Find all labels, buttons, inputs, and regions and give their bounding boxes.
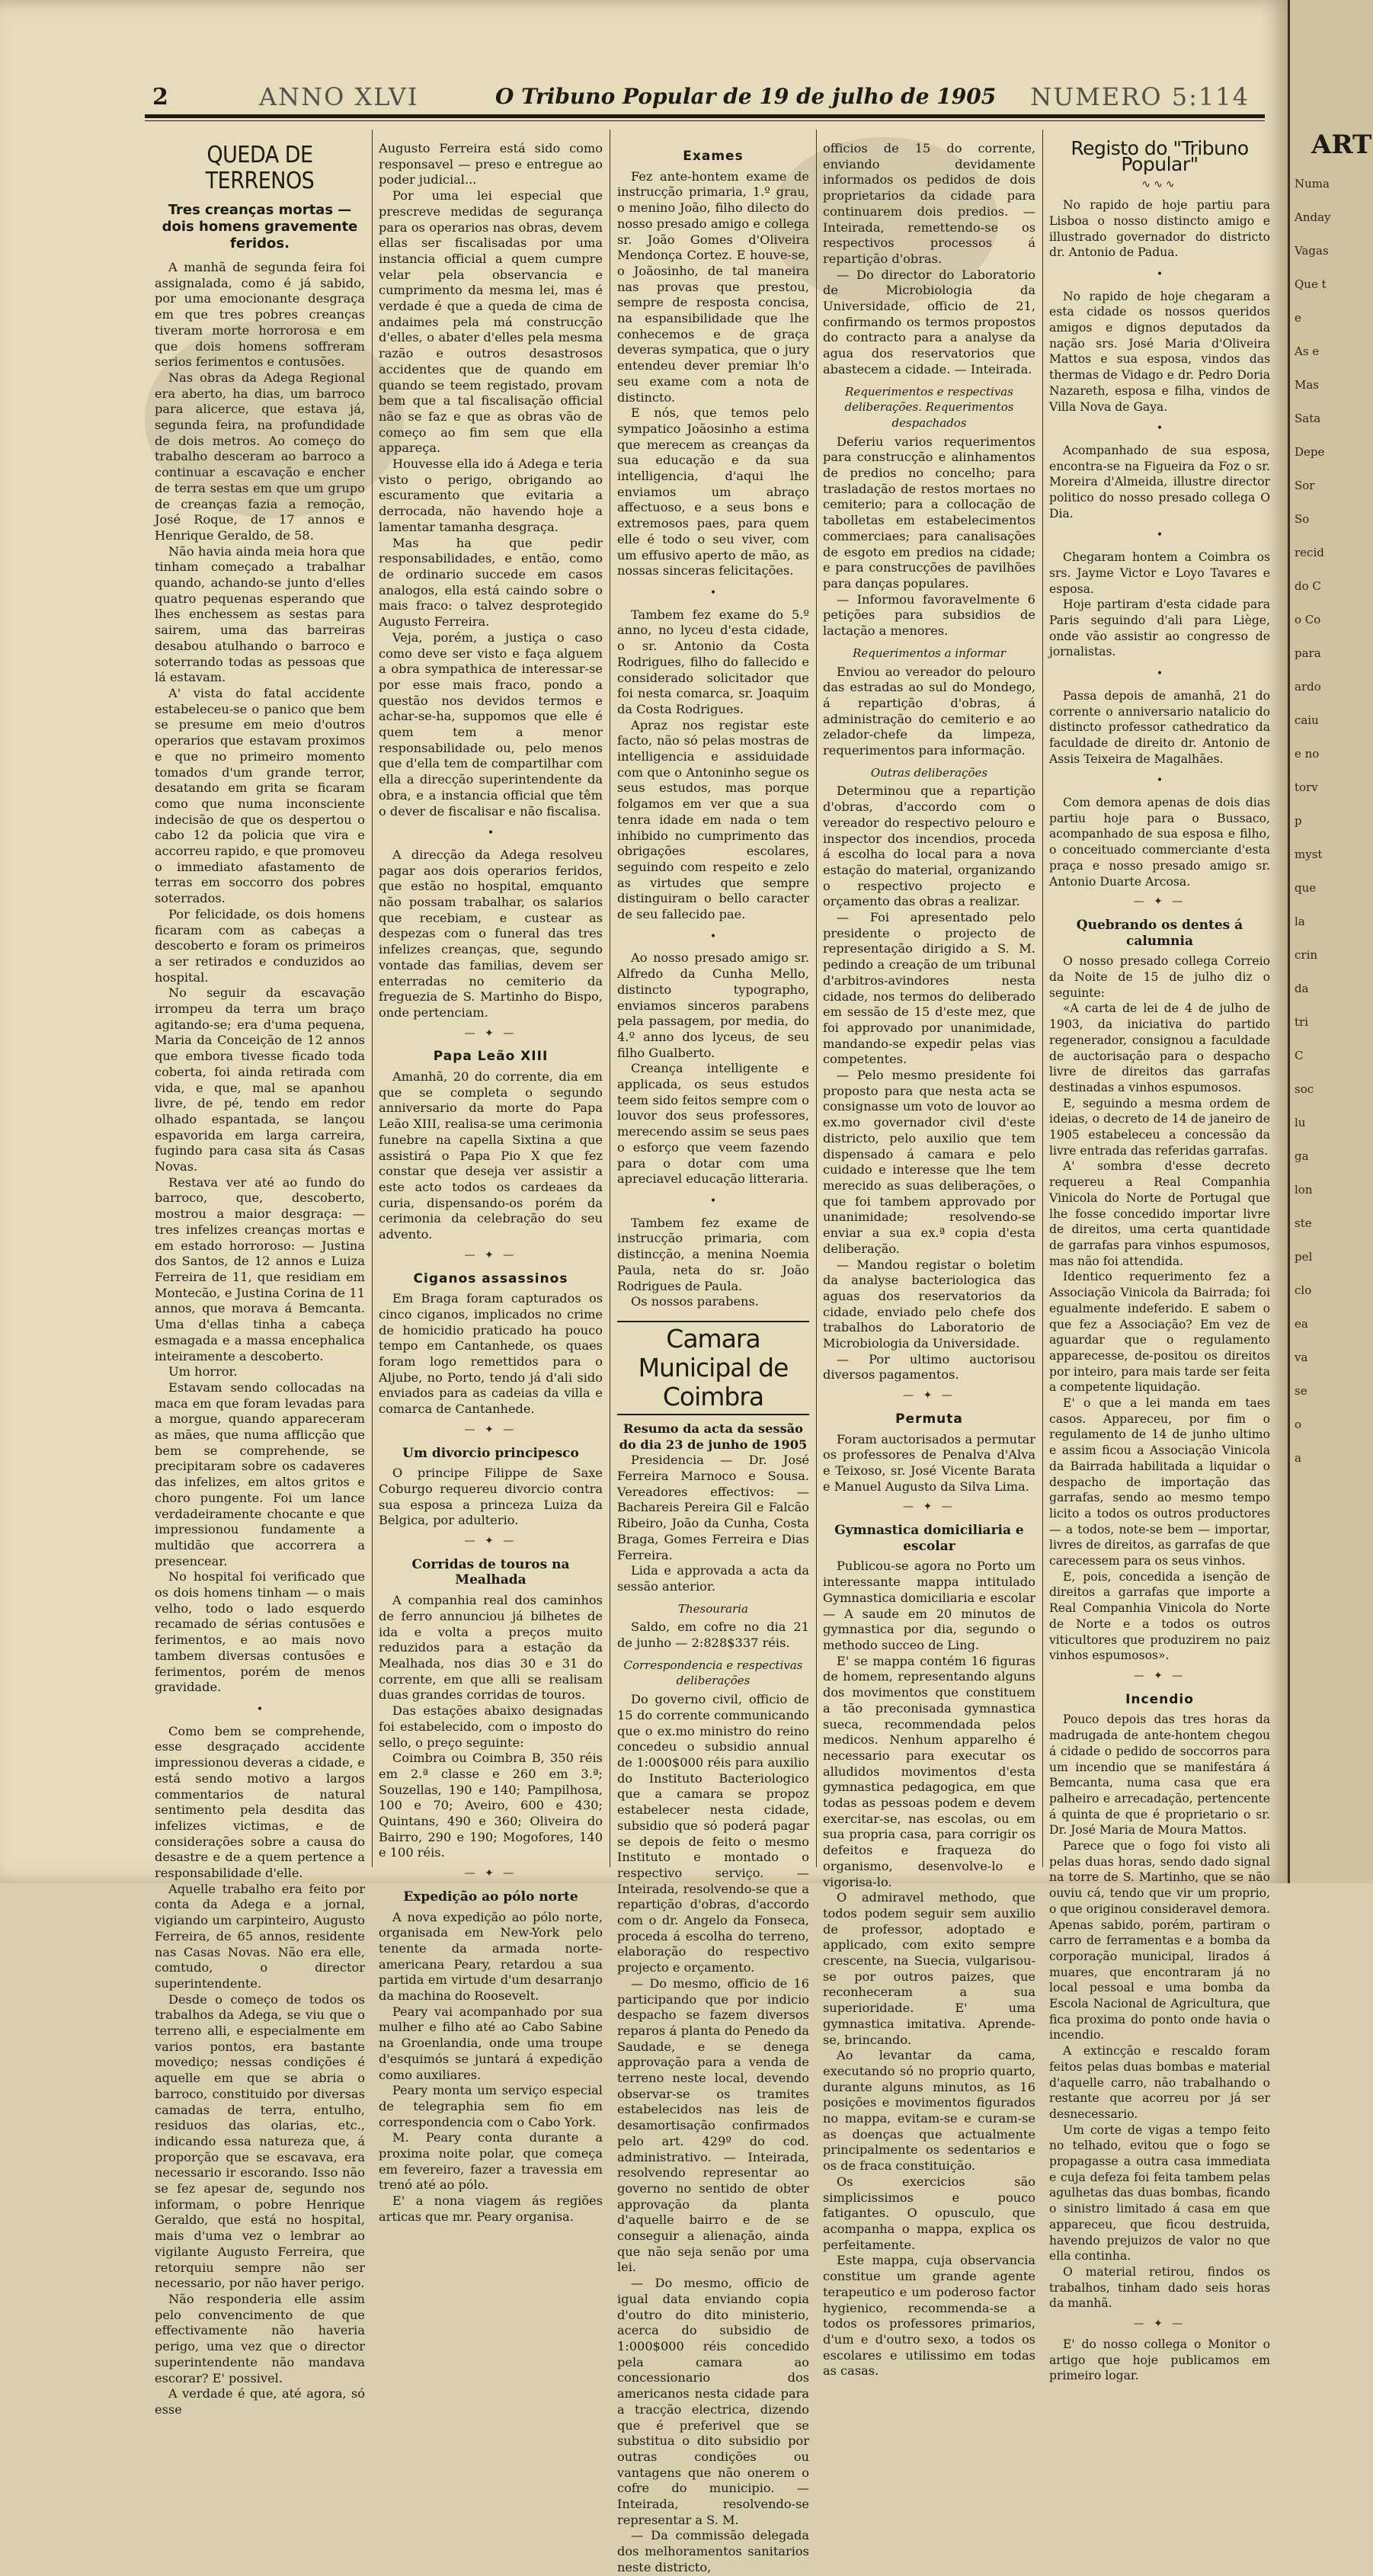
- divider-dot: •: [1156, 668, 1163, 681]
- paragraph: Chegaram hontem a Coimbra os srs. Jayme Victor e Loyo Tavares e esposa.: [1049, 550, 1270, 596]
- divider-dot: •: [709, 1195, 717, 1207]
- column-4: [823, 141, 1035, 2379]
- adjacent-page-fragment: ga: [1295, 1149, 1309, 1163]
- ornament-divider: ∿∿∿: [1141, 178, 1178, 191]
- adjacent-page-fragment: myst: [1295, 847, 1323, 861]
- paragraph: E' a nona viagem ás regiões articas que mr. Peary organisa.: [379, 2193, 603, 2224]
- paragraph: Saldo, em cofre no dia 21 de junho — 2:828$337 réis.: [617, 1620, 809, 1651]
- adjacent-page-fragment: soc: [1295, 1082, 1314, 1096]
- divider-dot: •: [487, 827, 494, 840]
- paragraph: O admiravel methodo, que todos podem seguir sem auxilio de professor, adoptado e applicado, com exito sempre crescente, na Suecia, vulgarisou-se por outros paizes, que reconheceram a sua superioridade. E' uma gymnastica imitativa. Aprende-se, brincando.: [823, 1890, 1035, 2047]
- column-rule: [816, 130, 817, 1867]
- numero-label: NUMERO 5:114: [1030, 82, 1250, 111]
- divider-dot: •: [709, 586, 717, 599]
- adjacent-page-fragment: tri: [1295, 1015, 1308, 1029]
- paragraph: Um horror.: [168, 1364, 238, 1379]
- paragraph: Amanhã, 20 do corrente, dia em que se completa o segundo anniversario da morte do Papa Leão XIII, realisa-se uma cerimonia funebre na capella Sixtina a que assistirá o Papa Pio X que fez constar que deseja ver assistir a este acto todos os cardeaes da curia, dispensando-os porém da cerimonia da celebração do seu advento.: [379, 1069, 603, 1242]
- paragraph: E, pois, concedida a isenção de direitos a garrafas que importe a Real Companhia Vinicola do Norte de Norte e a todos os outros viticultores que produzirem no paiz vinhos espumosos».: [1049, 1569, 1270, 1663]
- divider-dot: •: [1156, 268, 1163, 280]
- heading-gymnastica: Gymnastica domiciliaria e escolar: [834, 1523, 1024, 1554]
- paragraph: No seguir da escavação irrompeu da terra um braço agitando-se; era d'uma pequena, Maria da Conceição de 12 annos que embora tivesse ficado toda coberta, foi ainda retirada com vida, e que, mal se apanhou livre, de pé, tendo em redor olhado espantada, se lançou espavorida em larga carreira, fugindo para casa sita ás Casas Novas.: [155, 985, 365, 1174]
- divider-dot: •: [1156, 529, 1163, 542]
- paragraph: E' se mappa contém 16 figuras de homem, representando alguns dos movimentos que constituem a tão preconisada gymnastica sueca, recommendada pelos medicos. Nenhum apparelho é necessario para executar os alludidos movimentos d'esta gymnastica pedagogica, em que todas as pessoas podem e devem exercitar-se, nas escolas, ou em sua propria casa, para corrigir os defeitos e fraqueza do organismo, desenvolve-lo e vigorisa-lo.: [823, 1653, 1035, 1889]
- paragraph: Creança intelligente e applicada, os seus estudos teem sido feitos sempre com o louvor dos seus professores, merecendo assim se seus paes o esforço que veem fazendo para o dotar com uma apreciavel educação litteraria.: [617, 1061, 809, 1187]
- paragraph: Publicou-se agora no Porto um interessante mappa intitulado Gymnastica domiciliaria e escolar — A saude em 20 minutos de gymnastica por dia, segundo o methodo succeo de Ling.: [823, 1559, 1035, 1652]
- paragraph: Os exercicios são simplicissimos e pouco fatigantes. O opusculo, que acompanha o mappa, explica os perfeitamente.: [823, 2174, 1035, 2252]
- paragraph: Determinou que a repartição d'obras, d'accordo com o vereador do respectivo pelouro e inspector dos incendios, proceda á escolha do local para a nova estação do material, organizando o respectivo projecto e orçamento das obras a realizar.: [823, 783, 1035, 909]
- adjacent-page-fragment: la: [1295, 915, 1305, 928]
- ornament-divider: — ✦ —: [464, 1027, 517, 1040]
- subhead-queda: Tres creanças mortas — dois homens gravemente feridos.: [162, 202, 358, 252]
- paragraph: Pouco depois das tres horas da madrugada de ante-hontem chegou á cidade o pedido de soccorros para um incendio que se manifestára á Bemcanta, numa casa que era palheiro e arrecadação, pertencente á quinta de que é proprietario o sr. Dr. José Maria de Moura Mattos.: [1049, 1713, 1270, 1837]
- paragraph: Parece que o fogo foi visto ali pelas duas horas, sendo dado signal na torre de S. Martinho, que se não ouviu cá, tendo que vir um proprio, o que originou consideravel demora. Apenas sabido, porém, partiram o carro de ferramentas e a bomba da corporação municipal, lirados á muares, que encontraram já no local pessoal e uma bomba da Escola Nacional de Agricultura, que fica proxima do ponto onde havia o incendio.: [1049, 1839, 1270, 2043]
- adjacent-page-fragment: que: [1295, 881, 1317, 895]
- heading-camara: Camara Municipal de Coimbra: [617, 1321, 809, 1415]
- paragraph: A verdade é que, até agora, só esse: [155, 2386, 365, 2417]
- adjacent-page-text: [1290, 175, 1373, 1466]
- masthead-rule-thin: [145, 120, 1265, 121]
- paragraph: Augusto Ferreira está sido como responsavel — preso e entregue ao poder judicial...: [379, 141, 603, 187]
- paragraph: — Do mesmo, officio de igual data enviando copia d'outro do dito ministerio, acerca do subsidio de 1:000$000 réis concedido pela camara ao concessionario dos americanos nesta cidade para a tracção electrica, dizendo que é preferivel que se substitua o dito subsidio por outras condições ou vantagens que não onerem o cofre do municipio. — Inteirada, resolvendo-se representar a S. M.: [617, 2276, 809, 2527]
- adjacent-page-fragment: para: [1295, 646, 1321, 660]
- paragraph: — Do director do Laboratorio de Microbiologia da Universidade, officio de 21, confirmando os termos propostos do contracto para a analyse da agua dos reservatorios que abastecem a cidade. — Inteirada.: [823, 267, 1035, 376]
- paragraph: Hoje partiram d'esta cidade para Paris seguindo d'ali para Liège, onde vão assistir ao congresso de jornalistas.: [1049, 598, 1270, 659]
- paragraph: O material retirou, findos os trabalhos, tinham dado seis horas da manhã.: [1049, 2265, 1270, 2311]
- divider-dot: •: [256, 1703, 264, 1716]
- masthead-rule: [145, 114, 1265, 118]
- adjacent-page-edge: [1288, 0, 1373, 1883]
- adjacent-page-fragment: se: [1295, 1384, 1307, 1398]
- paragraph: Aquelle trabalho era feito por conta da Adega e a jornal, vigiando um carpinteiro, Augusto Ferreira, de 65 annos, residente nas Casas Novas. Não era elle, comtudo, o director superintendente.: [155, 1881, 365, 1991]
- column-5: [1049, 137, 1270, 2383]
- paragraph: — Do mesmo, officio de 16 participando que por indicio despacho se fazem diversos reparos á planta do Penedo da Saudade, e se denega approvação para a venda de terreno neste local, devendo observar-se os tramites estabelecidos nas leis de desamortisação confirmados pelo art. 429º do cod. administrativo. — Inteirada, resolvendo representar ao governo no sentido de obter approvação da planta d'aquelle bairro e de se conseguir a alienação, ainda que não seja senão por uma lei.: [617, 1975, 809, 2275]
- paragraph: A direcção da Adega resolveu pagar aos dois operarios feridos, que estão no hospital, emquanto não possam trabalhar, os salarios que recebiam, e custear as despezas com o funeral das tres infelizes creanças, que, segundo vontade das familias, devem ser enterradas no cemiterio da freguezia de S. Martinho do Bispo, onde pertenciam.: [379, 847, 603, 1020]
- paragraph: Presidencia — Dr. José Ferreira Marnoco e Sousa. Vereadores effectivos: — Bachareis Pereira Gil e Falcão Ribeiro, João da Cunha, Costa Braga, Gomes Ferreira e Dias Ferreira.: [617, 1453, 809, 1562]
- masthead: [145, 82, 1265, 113]
- paragraph: A' sombra d'esse decreto requereu a Real Companhia Vinicola do Norte de Portugal que lhe fosse concedido importar livre de direitos, uma certa quantidade de garrafas para vinhos espumosos, mas não foi attendida.: [1049, 1159, 1270, 1268]
- adjacent-page-fragment: C: [1295, 1049, 1304, 1062]
- paragraph: Das estações abaixo designadas foi estabelecido, com o imposto do sello, o preço seguinte:: [379, 1703, 603, 1750]
- adjacent-page-fragment: Numa: [1295, 177, 1330, 191]
- divider-dot: •: [1156, 422, 1163, 435]
- paragraph: Enviou ao vereador do pelouro das estradas ao sul do Mondego, á repartição d'obras, á administração do cemiterio e ao zelador-chefe da limpeza, requerimentos para informação.: [823, 664, 1035, 758]
- adjacent-page-fragment: So: [1295, 512, 1310, 526]
- paragraph: Ao nosso presado amigo sr. Alfredo da Cunha Mello, distincto typographo, enviamos sinceros parabens pela passagem, por media, do 4.º anno dos lyceus, de seu filho Gualberto.: [617, 950, 809, 1060]
- paragraph: Peary vai acompanhado por sua mulher e filho até ao Cabo Sabine na Groenlandia, onde uma troupe d'esquimós se juntará á expedição como auxiliares.: [379, 2004, 603, 2082]
- paragraph: — Mandou registar o boletim da analyse bacteriologica das aguas dos reservatorios da cidade, enviado pelo chefe dos trabalhos do Laboratorio de Microbiologia da Universidade.: [823, 1257, 1035, 1351]
- paragraph: No hospital foi verificado que os dois homens tinham — o mais velho, todo o lado esquerdo recamado de sérias contusões e ferimentos, e ao mais novo tambem diversas contusões e ferimentos, porém de menos gravidade.: [155, 1569, 365, 1695]
- paragraph: «A carta de lei de 4 de julho de 1903, da iniciativa do partido regenerador, consignou a faculdade de auctorisação para o despacho livre de direitos das garrafas destinadas a vinhos espumosos.: [1049, 1001, 1270, 1094]
- paragraph: — Informou favoravelmente 6 petições para subsidios de lactação a menores.: [823, 591, 1035, 639]
- paragraph: Os nossos parabens.: [631, 1294, 759, 1309]
- heading-informar: Requerimentos a informar: [853, 646, 1006, 660]
- heading-correspondencia: Correspondencia e respectivas deliberações: [623, 1658, 803, 1688]
- paragraph: Como bem se comprehende, esse desgraçado accidente impressionou deveras a cidade, e está sendo motivo a largos commentarios de natural sentimento pela desdita das infelizes victimas, e de considerações sobre a causa do desastre e de a quem pertence a responsabilidade d'elle.: [155, 1723, 365, 1881]
- adjacent-page-fragment: Sata: [1295, 412, 1321, 425]
- divider-dot: •: [1156, 774, 1163, 787]
- paragraph: A extincção e rescaldo foram feitos pelas duas bombas e material d'aquelle carro, não trabalhando o restante que acorreu por já ser desnecessario.: [1049, 2044, 1270, 2121]
- adjacent-page-fragment: e no: [1295, 747, 1320, 761]
- adjacent-page-fragment: caiu: [1295, 713, 1319, 727]
- paragraph: Estavam sendo collocadas na maca em que foram levadas para a morgue, quando appareceram as mães, que numa afflicção que bem se comprehende, se precipitaram sobre os cadaveres das infelizes, em altos gritos e choro pungente. Foi um lance verdadeiramente chocante e que impressionou fundamente a multidão que accorrera a presencear.: [155, 1379, 365, 1568]
- subheading-resumo: Resumo da acta da sessão do dia 23 de junho de 1905: [619, 1421, 808, 1452]
- heading-incendio: Incendio: [1125, 1691, 1194, 1707]
- paragraph: Fez ante-hontem exame de instrucção primaria, 1.º grau, o menino João, filho dilecto do nosso presado amigo e collega sr. João Gomes d'Oliveira Mendonça Cortez. E houve-se, o Joãosinho, de tal maneira nas provas que prestou, sempre de resposta concisa, na espansibilidade que lhe conhecemos e de graça deveras sympatica, que o jury entendeu dever premiar lh'o seu exame com a nota de distincto.: [617, 168, 809, 405]
- paragraph: — Por ultimo auctorisou diversos pagamentos.: [823, 1351, 1035, 1383]
- divider-dot: •: [709, 930, 717, 943]
- paragraph: Mas ha que pedir responsabilidades, e então, como de ordinario succede em casos analogos, ella está caindo sobre o mais fraco: o talvez desprotegido Augusto Ferreira.: [379, 535, 603, 630]
- ornament-divider: — ✦ —: [903, 1389, 955, 1402]
- paragraph: Por felicidade, os dois homens ficaram com as cabeças a descoberto e foram os primeiros a ser retirados e conduzidos ao hospital.: [155, 906, 365, 985]
- paragraph: Desde o começo de todos os trabalhos da Adega, se viu que o terreno alli, e especialmente em varios pontos, era bastante movediço; nessas condições é aquelle em que se abria o barroco, constituido por diversas camadas de terra, entulho, residuos das olarias, etc., indicando essa natureza que, á proporção que se escavava, era necessario ir escorando. Isso não se fez apesar de, segundo nos informam, o pobre Henrique Geraldo, que está no hospital, mais d'uma vez o lembrar ao vigilante Augusto Ferreira, que retorquiu sempre não ser necessario, por não haver perigo.: [155, 1991, 365, 2291]
- column-1: [155, 141, 365, 2417]
- heading-dentes: Quebrando os dentes á calumnia: [1076, 917, 1243, 949]
- ornament-divider: — ✦ —: [1133, 1669, 1186, 1682]
- adjacent-page-fragment: ste: [1295, 1216, 1312, 1230]
- paragraph: Acompanhado de sua esposa, encontra-se na Figueira da Foz o sr. Moreira d'Almeida, illustre director politico do nosso presado collega O Dia.: [1049, 443, 1270, 521]
- paragraph: O nosso presado collega Correio da Noite de 15 de julho diz o seguinte:: [1049, 954, 1270, 1000]
- paragraph: Foram auctorisados a permutar os professores de Penalva d'Alva e Teixoso, sr. José Vicente Barata e Manuel Augusto da Silva Lima.: [823, 1431, 1035, 1494]
- paragraph: — Da commissão delegada dos melhoramentos sanitarios neste districto,: [617, 2528, 809, 2574]
- paragraph: A companhia real dos caminhos de ferro annunciou já bilhetes de ida e volta a preços muito reduzidos para a estação da Mealhada, nos dias 30 e 31 do corrente, em que alli se realisam duas grandes corridas de touros.: [379, 1593, 603, 1703]
- column-2: [379, 141, 603, 2224]
- adjacent-page-fragment: ea: [1295, 1317, 1308, 1331]
- paragraph: A nova expedição ao pólo norte, organisada em New-York pelo tenente da armada norte-americana Peary, retardou a sua partida em virtude d'um desarranjo da machina do Roosevelt.: [379, 1909, 603, 2004]
- paragraph: Este mappa, cuja observancia constitue um grande agente terapeutico e um poderoso factor hygienico, recommenda-se a todos os professores primarios, d'um e d'outro sexo, a todos os escolares e utilissimo em todas as casas.: [823, 2253, 1035, 2379]
- adjacent-page-fragment: a: [1295, 1451, 1301, 1465]
- adjacent-page-fragment: Que t: [1295, 277, 1327, 291]
- headline-queda: QUEDA DE TERRENOS: [205, 142, 315, 194]
- column-3: [617, 141, 809, 2574]
- paragraph: Houvesse ella ido á Adega e teria visto o perigo, obrigando ao escuramento que evitaria a derrocada, não havendo hoje a lamentar tamanha desgraça.: [379, 457, 603, 534]
- paragraph: Nas obras da Adega Regional era aberto, ha dias, um barroco para alicerce, que estava já, segunda feira, na profundidade de dois metros. Ao começo do trabalho desceram ao barroco a continuar a escavação e encher de terra sestas em que um grupo de creanças fazia a remoção, José Roque, de 17 annos e Henrique Geraldo, de 58.: [155, 370, 365, 543]
- adjacent-page-fragment: pel: [1295, 1250, 1313, 1264]
- paragraph: No rapido de hoje chegaram a esta cidade os nossos queridos amigos e dignos deputados da nação srs. José Maria d'Oliveira Mattos e sua esposa, vindos das thermas de Vidago e dr. Pedro Doria Nazareth, esposa e filha, vindos de Villa Nova de Gaya.: [1049, 289, 1270, 414]
- ornament-divider: — ✦ —: [464, 1248, 517, 1261]
- paragraph: Coimbra ou Coimbra B, 350 réis em 2.ª classe e 260 em 3.ª; Souzellas, 190 e 140; Pampilhosa, 100 e 70; Aveiro, 600 e 430; Quintans, 490 e 360; Oliveira do Bairro, 290 e 190; Mogofores, 140 e 100 réis.: [379, 1751, 603, 1860]
- paragraph: — Pelo mesmo presidente foi proposto para que nesta acta se consignasse um voto de louvor ao ex.mo governador civil d'este districto, pelo auxilio que tem dispensado á camara e pelo cuidado e interesse que lhe tem merecido as suas deliberações, o que foi tambem approvado por unanimidade; resolvendo-se enviar a sua ex.ª copia d'esta deliberação.: [823, 1068, 1035, 1256]
- adjacent-page-fragment: clo: [1295, 1283, 1312, 1297]
- paragraph: E nós, que temos pelo sympatico Joãosinho a estima que merecem as creanças da sua educação e da sua intelligencia, d'aqui lhe enviamos um abraço affectuoso, e a seus bons e extremosos paes, para quem elle é todo o seu viver, com um effusivo aperto de mão, as nossas sinceras felicitações.: [617, 405, 809, 578]
- heading-requerimentos: Requerimentos e respectivas deliberações. Requerimentos despachados: [844, 384, 1014, 430]
- ornament-divider: — ✦ —: [464, 1423, 517, 1436]
- paragraph: No rapido de hoje partiu para Lisboa o nosso distincto amigo e illustrado governador do districto dr. Antonio de Padua.: [1049, 198, 1270, 260]
- ornament-divider: — ✦ —: [903, 1501, 955, 1514]
- paragraph: A manhã de segunda feira foi assignalada, como é já sabido, por uma emocionante desgraça em que tres pobres creanças tiveram morte horrorosa e em que dois homens soffreram serios ferimentos e contusões.: [155, 260, 365, 370]
- adjacent-page-fragment: va: [1295, 1350, 1308, 1364]
- paragraph: Tambem fez exame de instrucção primaria, com distincção, a menina Noemia Paula, neta do sr. João Rodrigues de Paula.: [617, 1215, 809, 1293]
- adjacent-page-fragment: Anday: [1295, 210, 1331, 224]
- paragraph: officios de 15 do corrente, enviando devidamente informados os pedidos de dois proprietarios da cidade para continuarem dois predios. — Inteirada, remettendo-se os respectivos processos á repartição d'obras.: [823, 141, 1035, 266]
- paragraph: Não havia ainda meia hora que tinham começado a trabalhar quando, achando-se junto d'elles quatro pequenas esperando que lhes enchessem as sestas para sairem, uma das barreiras desabou atulhando o barroco e soterrando todas as pessoas que lá estavam.: [155, 543, 365, 685]
- adjacent-page-fragment: lon: [1295, 1183, 1313, 1197]
- adjacent-page-fragment: Depe: [1295, 445, 1325, 459]
- paragraph: Peary monta um serviço especial de telegraphia sem fio em correspondencia com o Cabo York.: [379, 2083, 603, 2129]
- adjacent-page-fragment: Vagas: [1295, 244, 1329, 258]
- adjacent-page-fragment: As e: [1295, 344, 1320, 358]
- heading-registo: Registo do "Tribuno Popular": [1071, 137, 1249, 175]
- paragraph: Não responderia elle assim pelo convencimento de que effectivamente não haveria perigo, uma vez que o director superintendente não mandava escorar? E' possivel.: [155, 2292, 365, 2385]
- paragraph: O principe Filippe de Saxe Coburgo requereu divorcio contra sua esposa a princeza Luiza da Belgica, por adulterio.: [379, 1466, 603, 1528]
- paragraph: Restava ver até ao fundo do barroco, que, descoberto, mostrou a maior desgraça: — tres infelizes creanças mortas e em estado horroroso: — Justina dos Santos, de 12 annos e Luiza Ferreira de 11, que residiam em Montecão, e Justina Corina de 11 annos, que morava á Bemcanta. Uma d'ellas tinha a cabeça esmagada e a massa encephalica inteiramente a descoberto.: [155, 1174, 365, 1363]
- paragraph: M. Peary conta durante a proxima noite polar, que começa em fevereiro, fazer a travessia em trenó até ao pólo.: [379, 2130, 603, 2193]
- ornament-divider: — ✦ —: [1133, 2318, 1186, 2331]
- paragraph: E' do nosso collega o Monitor o artigo que hoje publicamos em primeiro logar.: [1049, 2337, 1270, 2383]
- paragraph: Lida e approvada a acta da sessão anterior.: [617, 1563, 809, 1594]
- adjacent-page-fragment: o: [1295, 1418, 1302, 1431]
- column-rule: [372, 130, 373, 1867]
- paragraph: Deferiu varios requerimentos para construcção e alinhamentos de predios no concelho; para trasladação de restos mortaes no cemiterio; para a collocação de tabolletas em estabelecimentos commerciaes; para canalisações de esgoto em predios na cidade; e para construcções de pavilhões para danças populares.: [823, 434, 1035, 591]
- adjacent-page-fragment: do C: [1295, 579, 1321, 593]
- paragraph: — Foi apresentado pelo presidente o projecto de representação dirigido a S. M. pedindo a creação de um tribunal d'arbitros-avindores nesta cidade, nos termos do deliberado em sessão de 15 d'este mez, que foi approvado por unanimidade, mandando-se expedir pelas vias competentes.: [823, 910, 1035, 1067]
- adjacent-page-fragment: o Co: [1295, 613, 1321, 626]
- heading-exames: Exames: [683, 149, 744, 164]
- paragraph: Em Braga foram capturados os cinco ciganos, implicados no crime de homicidio praticado ha pouco tempo em Cantanhede, os quaes foram logo remettidos para o Aljube, no Porto, tendo já d'ali sido enviados para as cadeias da villa e comarca de Cantanhede.: [379, 1291, 603, 1417]
- paragraph: Com demora apenas de dois dias partiu hoje para o Bussaco, acompanhado de sua esposa e filho, o conceituado commerciante d'esta praça e nosso presado amigo sr. Antonio Duarte Arcosa.: [1049, 796, 1270, 889]
- ano-label: ANNO XLVI: [259, 82, 419, 111]
- paragraph: Por uma lei especial que prescreve medidas de segurança para os operarios nas obras, devem ellas ser fiscalisadas por uma instancia official a quem cumpre velar pela observancia e cumprimento da mesma lei, mas é verdade é que a queda de cima de andaimes pela má construcção d'elles, o abater d'elles pela mesma razão e outros desastrosos accidentes que de quando em quando se teem registado, provam bem que a tal fiscalisação official não se faz e que as obras vão de começo ao fim sem que ella appareça.: [379, 188, 603, 456]
- adjacent-page-fragment: da: [1295, 982, 1309, 995]
- ornament-divider: — ✦ —: [1133, 896, 1186, 908]
- heading-permuta: Permuta: [895, 1411, 963, 1427]
- adjacent-page-fragment: crin: [1295, 948, 1318, 962]
- ornament-divider: — ✦ —: [464, 1535, 517, 1548]
- adjacent-page-fragment: Sor: [1295, 479, 1315, 492]
- paragraph: E' o que a lei manda em taes casos. Appareceu, por fim o regulamento de 14 de junho ultimo e assim ficou a Associação Vinicola da Bairrada habilitada a liquidar o despacho de importação das garrafas, sendo ao mesmo tempo licito a todos os outros productores — a todos, note-se bem — importar, livres de direitos, as garrafas de que carecessem para os seus vinhos.: [1049, 1396, 1270, 1568]
- heading-touros: Corridas de touros na Mealhada: [411, 1556, 570, 1588]
- page-number: 2: [152, 84, 168, 111]
- adjacent-page-fragment: p: [1295, 814, 1302, 828]
- adjacent-page-fragment: Mas: [1295, 378, 1319, 392]
- paragraph: Ao levantar da cama, executando só no proprio quarto, durante alguns minutos, as 16 posições e movimentos figurados no mappa, evitam-se e curam-se as doenças que actualmente principalmente os sedentarios e os de fraca constituição.: [823, 2048, 1035, 2174]
- paragraph: E, seguindo a mesma ordem de ideias, o decreto de 14 de janeiro de 1905 estabeleceu a concessão da livre entrada das referidas garrafas.: [1049, 1096, 1270, 1158]
- adjacent-page-title: ART: [1311, 130, 1372, 160]
- column-rule: [1042, 130, 1043, 1867]
- heading-papa: Papa Leão XIII: [433, 1049, 549, 1065]
- adjacent-page-fragment: e: [1295, 311, 1301, 325]
- paragraph: Um corte de vigas a tempo feito no telhado, evitou que o fogo se propagasse a outra casa immediata e cuja defeza foi feita tambem pelas agulhetas das duas bombas, ficando o sinistro limitado á casa em que appareceu, que ficou destruida, havendo prejuizos de valor no que ella continha.: [1049, 2123, 1270, 2264]
- masthead-title: O Tribuno Popular de 19 de julho de 1905: [495, 84, 997, 109]
- paragraph: Identico requerimento fez a Associação Vinicola da Bairrada; foi egualmente indeferido. E sabem o que fez a Associação? Em vez de aguardar que o regulamento apparecesse, de-positou os direitos por inteiro, para mais tarde ser feita a competente liquidação.: [1049, 1270, 1270, 1395]
- paragraph: Apraz nos registar este facto, não só pelas mostras de intelligencia e assiduidade com que o Antoninho segue os seus estudos, mas porque folgamos em ver que a sua tenra idade em nada o tem inhibido no cumprimento das obrigações escolares, seguindo com respeito e zelo as virtudes que sempre distinguiram o bello caracter de seu fallecido pae.: [617, 717, 809, 922]
- paragraph: Do governo civil, officio de 15 do corrente communicando que o ex.mo ministro do reino concedeu o subsidio annual de 1:000$000 réis para auxilio do Instituto Bacteriologico que a camara se propoz estabelecer nesta cidade, subsidio que só poderá pagar se depois de feito o mesmo Instituto e montado o respectivo serviço. — Inteirada, resolvendo-se que a repartição d'obras, d'accordo com o dr. Angelo da Fonseca, proceda á escolha do terreno, elaboração do respectivo projecto e orçamento.: [617, 1692, 809, 1975]
- paragraph: Veja, porém, a justiça o caso como deve ser visto e faça alguem a obra sympathica de interessar-se por esse mais fraco, pondo a questão nos devidos termos e achar-se-ha, suppomos que elle é quem tem a menor responsabilidade ou, pelo menos que d'ella tem de compartilhar com ella a direcção superintendente da obra, e a instancia official que têm o dever de fiscalisar e não fiscalisa.: [379, 630, 603, 819]
- heading-ciganos: Ciganos assassinos: [413, 1270, 568, 1286]
- paragraph: Tambem fez exame do 5.º anno, no lyceu d'esta cidade, o sr. Antonio da Costa Rodrigues, filho do fallecido e considerado solicitador que foi nesta comarca, sr. Joaquim da Costa Rodrigues.: [617, 607, 809, 716]
- paragraph: Passa depois de amanhã, 21 do corrente o anniversario natalicio do distincto professor cathedratico da faculdade de direito dr. Antonio de Assis Teixeira de Magalhães.: [1049, 688, 1270, 766]
- paragraph: A' vista do fatal accidente estabeleceu-se o panico que bem se presume em meio d'outros operarios que estavam proximos e que no primeiro momento tomados d'um grande terror, desatando em grita se ficaram como que numa inconsciente indecisão de que os despertou o cabo 12 da policia que vira e accorreu rapido, e que promoveu o immediato afastamento de terras em soccorro dos pobres soterrados.: [155, 685, 365, 906]
- heading-tesouraria: Thesouraria: [678, 1601, 748, 1616]
- adjacent-page-fragment: torv: [1295, 780, 1318, 794]
- ornament-divider: — ✦ —: [464, 1867, 517, 1880]
- adjacent-page-fragment: ardo: [1295, 680, 1321, 694]
- heading-polo: Expedição ao pólo norte: [403, 1889, 578, 1905]
- adjacent-page-fragment: lu: [1295, 1116, 1306, 1129]
- heading-outras: Outras deliberações: [870, 765, 988, 780]
- heading-divorcio: Um divorcio principesco: [402, 1445, 579, 1461]
- adjacent-page-fragment: recid: [1295, 546, 1324, 559]
